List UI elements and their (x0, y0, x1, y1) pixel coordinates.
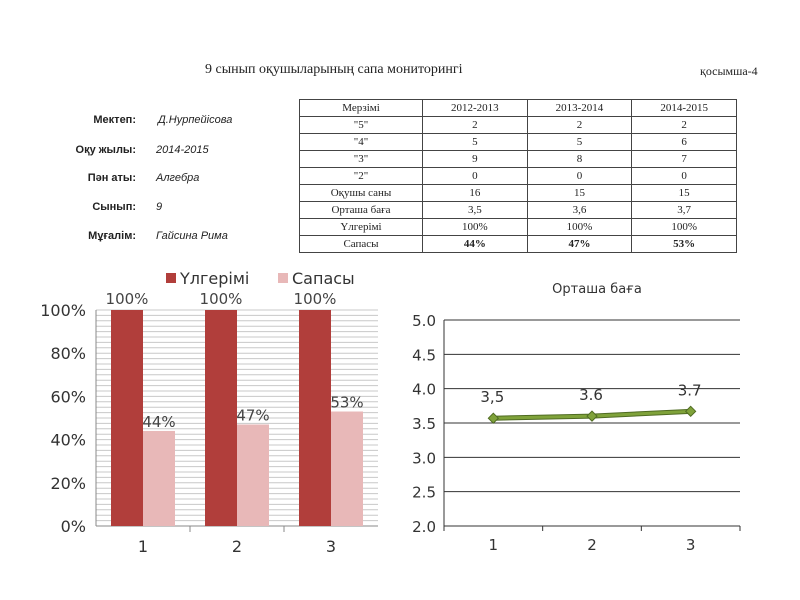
x-tick-label: 1 (488, 536, 499, 554)
table-row (300, 219, 737, 236)
info-label: Оқу жылы: (75, 144, 136, 156)
table-cell: 47% (527, 236, 632, 253)
table-row (300, 134, 737, 151)
table-cell: 0 (632, 168, 737, 185)
table-cell: 0 (527, 168, 632, 185)
info-value: Алгебра (156, 172, 200, 184)
y-tick-label: 100% (40, 301, 86, 320)
y-tick-label: 2.0 (412, 518, 436, 536)
info-value: Гайсина Рима (156, 230, 228, 242)
data-point (686, 406, 696, 416)
table-row (300, 151, 737, 168)
table-cell: 100% (632, 219, 737, 236)
data-point (587, 411, 597, 421)
table-cell: 15 (632, 185, 737, 202)
table-cell: 16 (423, 185, 528, 202)
x-tick-label: 2 (231, 537, 243, 556)
table-cell: 53% (632, 236, 737, 253)
data-label: 44% (142, 412, 176, 431)
table-cell: Оқушы саны (300, 185, 423, 202)
table-cell: Сапасы (300, 236, 423, 253)
data-label: 3.6 (579, 386, 603, 405)
table-cell: "2" (300, 168, 423, 185)
table-cell: 15 (527, 185, 632, 202)
bar (299, 310, 331, 526)
bar-chart (0, 262, 400, 562)
table-cell: 2 (632, 117, 737, 134)
info-value: 9 (156, 201, 163, 213)
table-cell: "4" (300, 134, 423, 151)
table-cell: "3" (300, 151, 423, 168)
data-label: 100% (105, 290, 149, 308)
page-title: 9 сынып оқушыларының сапа мониторингі (205, 62, 463, 77)
line-chart (400, 270, 760, 560)
table-cell: 3,6 (527, 202, 632, 219)
table-cell: 100% (527, 219, 632, 236)
appendix-label: қосымша-4 (700, 64, 758, 78)
table-cell: 8 (527, 151, 632, 168)
y-tick-label: 80% (50, 344, 86, 364)
y-tick-label: 3.0 (412, 449, 436, 468)
legend-label: Үлгерімі (180, 269, 250, 288)
data-label: 3.7 (677, 381, 702, 400)
x-tick-label: 3 (325, 537, 337, 556)
y-tick-label: 0% (60, 517, 86, 536)
table-cell: 6 (632, 134, 737, 151)
table-cell: "5" (300, 117, 423, 134)
info-label: Пән аты: (87, 172, 136, 184)
table-row (300, 236, 737, 253)
y-tick-label: 4.5 (412, 346, 436, 365)
bar (143, 431, 175, 526)
legend-label: Сапасы (292, 269, 355, 288)
x-tick-label: 1 (137, 537, 149, 556)
info-label: Сынып: (92, 201, 136, 213)
table-cell: 3,7 (632, 202, 737, 219)
table-cell: 44% (423, 236, 528, 253)
table-cell: 5 (527, 134, 632, 151)
y-tick-label: 40% (50, 430, 86, 450)
table-cell: 0 (423, 168, 528, 185)
table-cell: 9 (423, 151, 528, 168)
y-tick-label: 4.0 (412, 380, 436, 399)
info-value: 2014-2015 (156, 144, 209, 156)
table-row (300, 185, 737, 202)
info-value: Д.Нурпейісова (158, 114, 233, 126)
legend-swatch (278, 273, 288, 283)
y-tick-label: 3.5 (412, 415, 436, 433)
y-tick-label: 2.5 (412, 483, 436, 502)
info-label: Мектеп: (93, 114, 136, 126)
data-point (488, 413, 498, 423)
table-cell: Орташа баға (300, 202, 423, 219)
info-label: Мұғалім: (88, 230, 136, 242)
table-header-cell: Мерзімі (300, 100, 423, 117)
x-tick-label: 2 (587, 536, 597, 554)
table-header-cell: 2013-2014 (527, 100, 632, 117)
table-row (300, 117, 737, 134)
bar (331, 412, 363, 526)
table-header-cell: 2012-2013 (423, 100, 528, 117)
legend-swatch (166, 273, 176, 283)
y-tick-label: 20% (50, 473, 86, 493)
table-header-cell: 2014-2015 (632, 100, 737, 117)
table-cell: Үлгерімі (300, 219, 423, 236)
table-header-row (300, 100, 737, 117)
table-cell: 3,5 (423, 202, 528, 219)
table-cell: 5 (423, 134, 528, 151)
bar (205, 310, 237, 526)
table-cell: 2 (423, 117, 528, 134)
y-tick-label: 5.0 (412, 312, 436, 330)
data-label: 100% (293, 290, 337, 308)
stats-table (299, 99, 737, 253)
table-row (300, 168, 737, 185)
table-cell: 100% (423, 219, 528, 236)
table-cell: 7 (632, 151, 737, 168)
table-row (300, 202, 737, 219)
bar (111, 310, 143, 526)
data-label: 3,5 (480, 388, 505, 407)
bar (237, 424, 269, 526)
chart-title: Орташа баға (552, 282, 642, 297)
x-tick-label: 3 (685, 536, 696, 554)
data-label: 100% (199, 290, 243, 308)
y-tick-label: 60% (50, 387, 86, 407)
data-label: 47% (236, 406, 270, 425)
data-label: 53% (330, 393, 364, 412)
table-cell: 2 (527, 117, 632, 134)
